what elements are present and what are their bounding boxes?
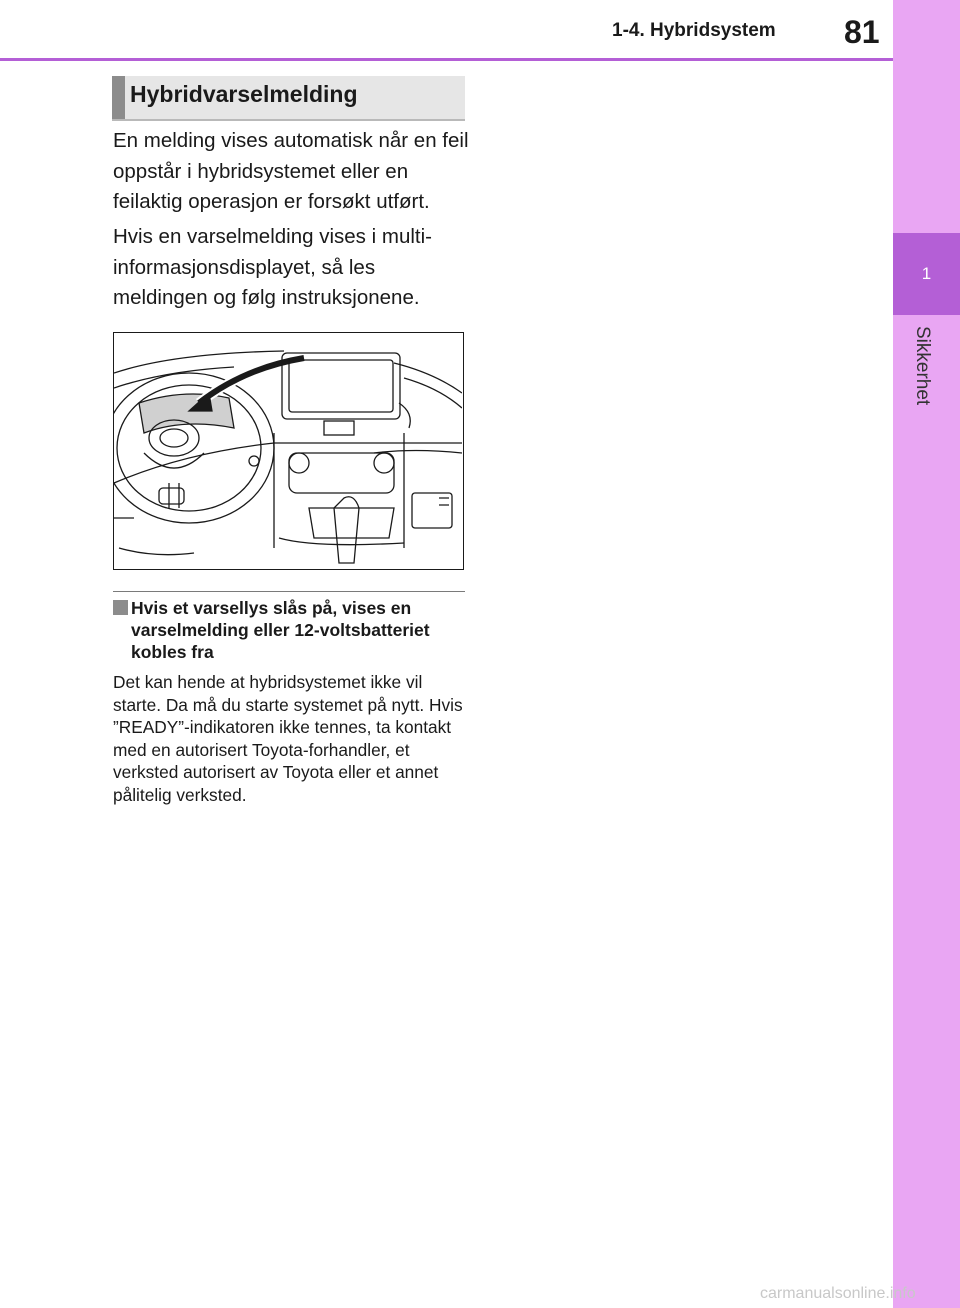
instruction-paragraph: Hvis en varselmelding vises i multi-informasjonsdisplayet, så les meldingen og følg instruksjonene. [113, 225, 432, 309]
side-tab [893, 0, 960, 1308]
watermark: carmanualsonline.info [760, 1285, 916, 1302]
subsection-heading: Hvis et varsellys slås på, vises en varselmelding eller 12-voltsbatteriet kobles fra [131, 598, 430, 662]
header-rule [0, 58, 893, 61]
chapter-label: Sikkerhet [912, 326, 933, 406]
dashboard-illustration [113, 332, 464, 570]
subsection-bullet-icon [113, 600, 128, 615]
page-number: 81 [844, 14, 880, 50]
chapter-number-box: 1 [893, 233, 960, 315]
intro-paragraph: En melding vises automatisk når en feil oppstår i hybridsystemet eller en feilaktig operasjon er forsøkt utført. [113, 129, 469, 213]
section-divider [113, 591, 465, 592]
section-title-accent [112, 76, 125, 119]
subsection-text: Det kan hende at hybridsystemet ikke vil starte. Da må du starte systemet på nytt. Hvis ”READY”-indikatoren ikke tennes, ta kontakt med en autorisert Toyota-forhandler, et verksted autorisert av Toyota eller et annet pålitelig verksted. [113, 672, 463, 805]
header-section-title: 1-4. Hybridsystem [612, 20, 776, 41]
section-title: Hybridvarselmelding [130, 81, 358, 107]
